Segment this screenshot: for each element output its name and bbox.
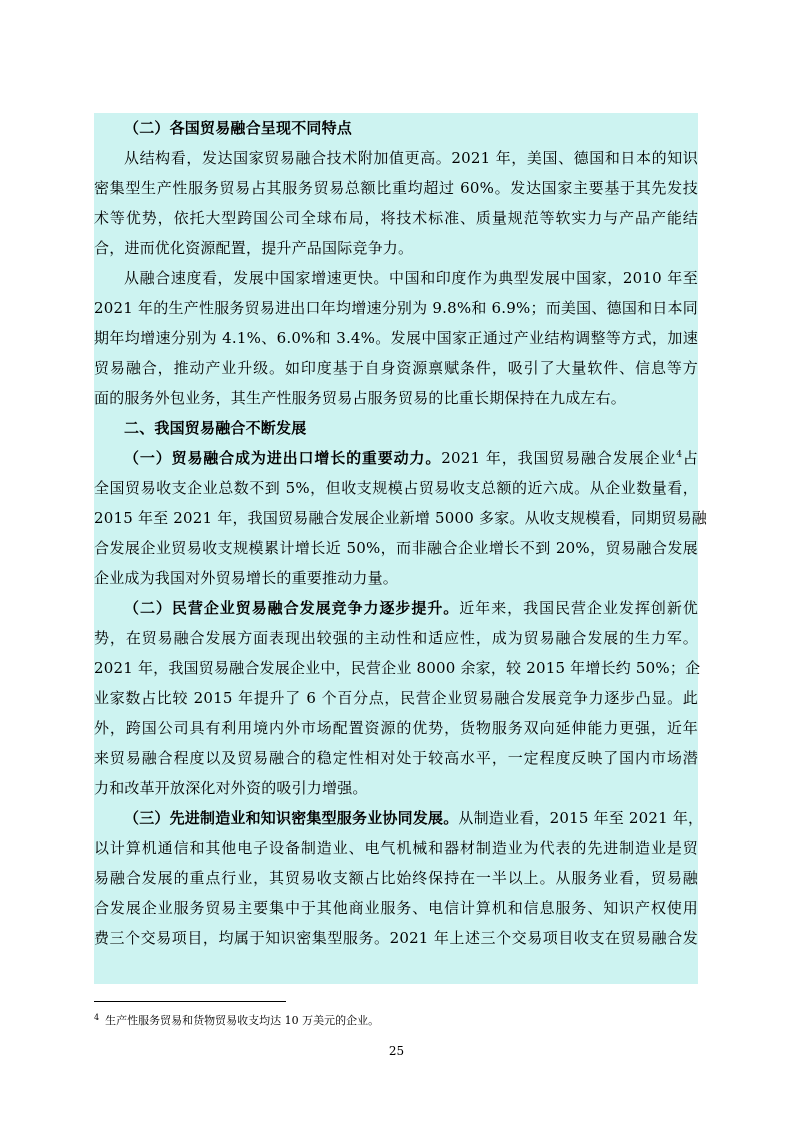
footnote-ref: 4: [676, 450, 683, 460]
paragraph-line: 易融合发展的重点行业，其贸易收支额占比始终保持在一半以上。从服务业看，贸易融: [94, 869, 698, 887]
section-heading: （二）各国贸易融合呈现不同特点: [124, 119, 353, 137]
paragraph-line: 全国贸易收支企业总数不到 5%，但收支规模占贸易收支总额的近六成。从企业数量看，: [94, 479, 698, 497]
footnote-mark: 4: [94, 1013, 100, 1022]
paragraph-line: 合发展企业贸易收支规模累计增长近 50%，而非融合企业增长不到 20%，贸易融合发展: [94, 539, 698, 557]
paragraph-line: 从结构看，发达国家贸易融合技术附加值更高。2021 年，美国、德国和日本的知识: [124, 149, 698, 167]
paragraph-line: （三）先进制造业和知识密集型服务业协同发展。从制造业看，2015 年至 2021 年，: [124, 809, 704, 827]
paragraph-line: 合发展企业服务贸易主要集中于其他商业服务、电信计算机和信息服务、知识产权使用: [94, 899, 698, 917]
paragraph-line: （一）贸易融合成为进出口增长的重要动力。2021 年，我国贸易融合发展企业$^4$占: [124, 449, 699, 467]
paragraph-line: 势，在贸易融合发展方面表现出较强的主动性和适应性，成为贸易融合发展的生力军。: [94, 629, 698, 647]
paragraph-line: 以计算机通信和其他电子设备制造业、电气机械和器材制造业为代表的先进制造业是贸: [94, 839, 698, 857]
paragraph-line: 贸易融合，推动产业升级。如印度基于自身资源禀赋条件，吸引了大量软件、信息等方: [94, 359, 698, 377]
paragraph-line: 从融合速度看，发展中国家增速更快。中国和印度作为典型发展中国家，2010 年至: [124, 269, 698, 287]
footnote-text: 生产性服务贸易和货物贸易收支均达 10 万美元的企业。: [105, 1014, 380, 1027]
paragraph-line: 合，进而优化资源配置，提升产品国际竞争力。: [94, 239, 414, 257]
paragraph-line: （二）民营企业贸易融合发展竞争力逐步提升。近年来，我国民营企业发挥创新优: [124, 599, 698, 617]
paragraph-line: 力和改革开放深化对外资的吸引力增强。: [94, 779, 368, 797]
section-heading: 二、我国贸易融合不断发展: [124, 419, 307, 437]
paragraph-line: 费三个交易项目，均属于知识密集型服务。2021 年上述三个交易项目收支在贸易融合发: [94, 929, 698, 947]
paragraph-line: 面的服务外包业务，其生产性服务贸易占服务贸易的比重长期保持在九成左右。: [94, 389, 627, 407]
paragraph-line: 2021 年的生产性服务贸易进出口年均增速分别为 9.8%和 6.9%；而美国、德国和日本同: [94, 299, 698, 317]
body-text: [94, 113, 707, 984]
paragraph-line: 术等优势，依托大型跨国公司全球布局，将技术标准、质量规范等软实力与产品产能结: [94, 209, 698, 227]
paragraph-line: 来贸易融合程度以及贸易融合的稳定性相对处于较高水平，一定程度反映了国内市场潜: [94, 749, 698, 767]
paragraph-line: 外，跨国公司具有利用境内外市场配置资源的优势，货物服务双向延伸能力更强，近年: [94, 719, 698, 737]
paragraph-line: 2021 年，我国贸易融合发展企业中，民营企业 8000 余家，较 2015 年增长约 50%；企: [94, 659, 701, 677]
paragraph-line: 期年均增速分别为 4.1%、6.0%和 3.4%。发展中国家正通过产业结构调整等方式，加速: [94, 329, 698, 347]
paragraph-line: 业家数占比较 2015 年提升了 6 个百分点，民营企业贸易融合发展竞争力逐步凸显。此: [94, 689, 698, 707]
page-number: 25: [388, 1044, 405, 1058]
paragraph-line: 密集型生产性服务贸易占其服务贸易总额比重均超过 60%。发达国家主要基于其先发技: [94, 179, 698, 197]
paragraph-line: 企业成为我国对外贸易增长的重要推动力量。: [94, 569, 399, 587]
footnote: [94, 1014, 379, 1028]
footnote-separator: [94, 1001, 286, 1002]
paragraph-line: 2015 年至 2021 年，我国贸易融合发展企业新增 5000 多家。从收支规模看，同期贸易融: [94, 509, 707, 527]
